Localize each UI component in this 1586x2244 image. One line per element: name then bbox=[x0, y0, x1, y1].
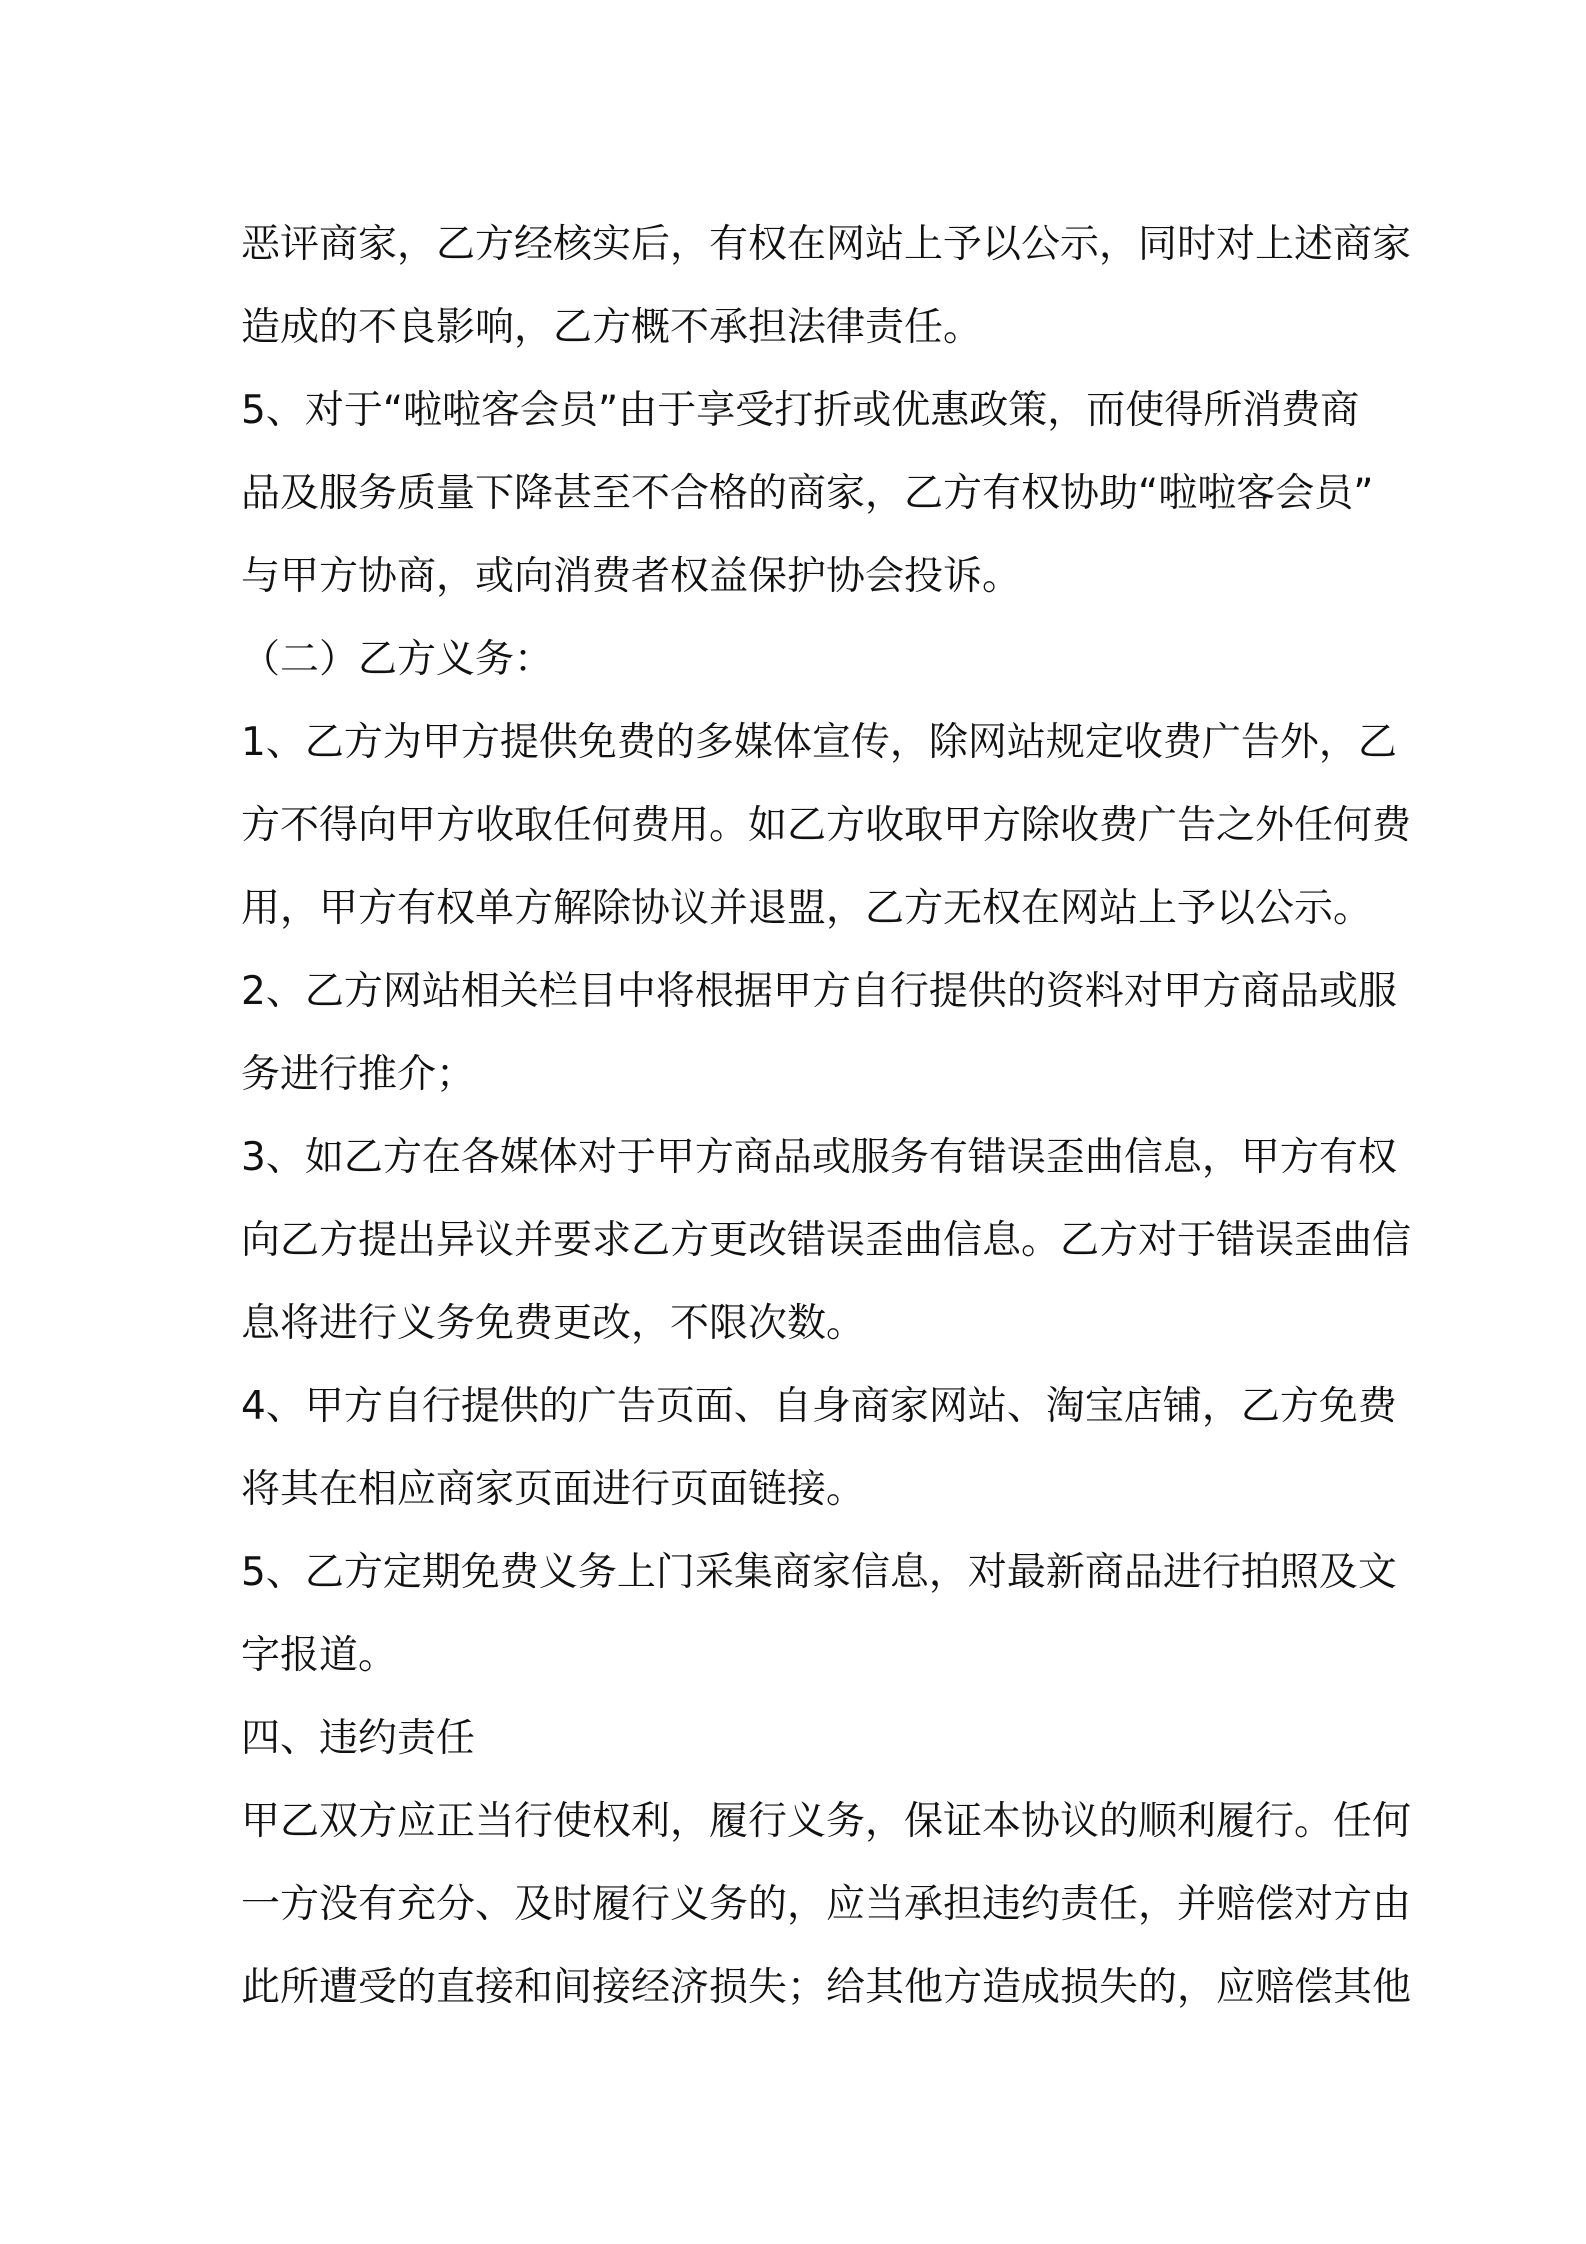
document-body bbox=[241, 199, 1412, 2025]
text-line-7: 1、乙方为甲方提供免费的多媒体宣传，除网站规定收费广告外，乙 bbox=[241, 719, 1397, 765]
text-line-11: 务进行推介； bbox=[241, 1051, 476, 1097]
section-heading-party-b-obligations: （二）乙方义务： bbox=[241, 636, 554, 682]
text-line-17: 5、乙方定期免费义务上门采集商家信息，对最新商品进行拍照及文 bbox=[241, 1549, 1397, 1595]
text-line-21: 一方没有充分、及时履行义务的，应当承担违约责任，并赔偿对方由 bbox=[241, 1881, 1412, 1927]
text-line-12: 3、如乙方在各媒体对于甲方商品或服务有错误歪曲信息，甲方有权 bbox=[241, 1134, 1397, 1180]
text-line-5: 与甲方协商，或向消费者权益保护协会投诉。 bbox=[241, 553, 1022, 599]
text-line-2: 造成的不良影响，乙方概不承担法律责任。 bbox=[241, 304, 983, 350]
text-line-13: 向乙方提出异议并要求乙方更改错误歪曲信息。乙方对于错误歪曲信 bbox=[241, 1217, 1412, 1263]
text-line-10: 2、乙方网站相关栏目中将根据甲方自行提供的资料对甲方商品或服 bbox=[241, 968, 1397, 1014]
text-line-1: 恶评商家，乙方经核实后，有权在网站上予以公示，同时对上述商家 bbox=[241, 221, 1412, 267]
text-line-14: 息将进行义务免费更改，不限次数。 bbox=[241, 1300, 866, 1346]
text-line-22: 此所遭受的直接和间接经济损失；给其他方造成损失的，应赔偿其他 bbox=[241, 1964, 1412, 2010]
text-line-15: 4、甲方自行提供的广告页面、自身商家网站、淘宝店铺，乙方免费 bbox=[241, 1383, 1397, 1429]
text-line-9: 用，甲方有权单方解除协议并退盟，乙方无权在网站上予以公示。 bbox=[241, 885, 1373, 931]
text-line-3: 5、对于“啦啦客会员”由于享受打折或优惠政策，而使得所消费商 bbox=[241, 387, 1360, 433]
text-line-18: 字报道。 bbox=[241, 1632, 398, 1678]
text-line-16: 将其在相应商家页面进行页面链接。 bbox=[241, 1466, 866, 1512]
section-heading-breach-liability: 四、违约责任 bbox=[241, 1715, 476, 1761]
text-line-8: 方不得向甲方收取任何费用。如乙方收取甲方除收费广告之外任何费 bbox=[241, 802, 1412, 848]
text-line-20: 甲乙双方应正当行使权利，履行义务，保证本协议的顺利履行。任何 bbox=[241, 1798, 1412, 1844]
text-line-4: 品及服务质量下降甚至不合格的商家，乙方有权协助“啦啦客会员” bbox=[241, 470, 1374, 516]
